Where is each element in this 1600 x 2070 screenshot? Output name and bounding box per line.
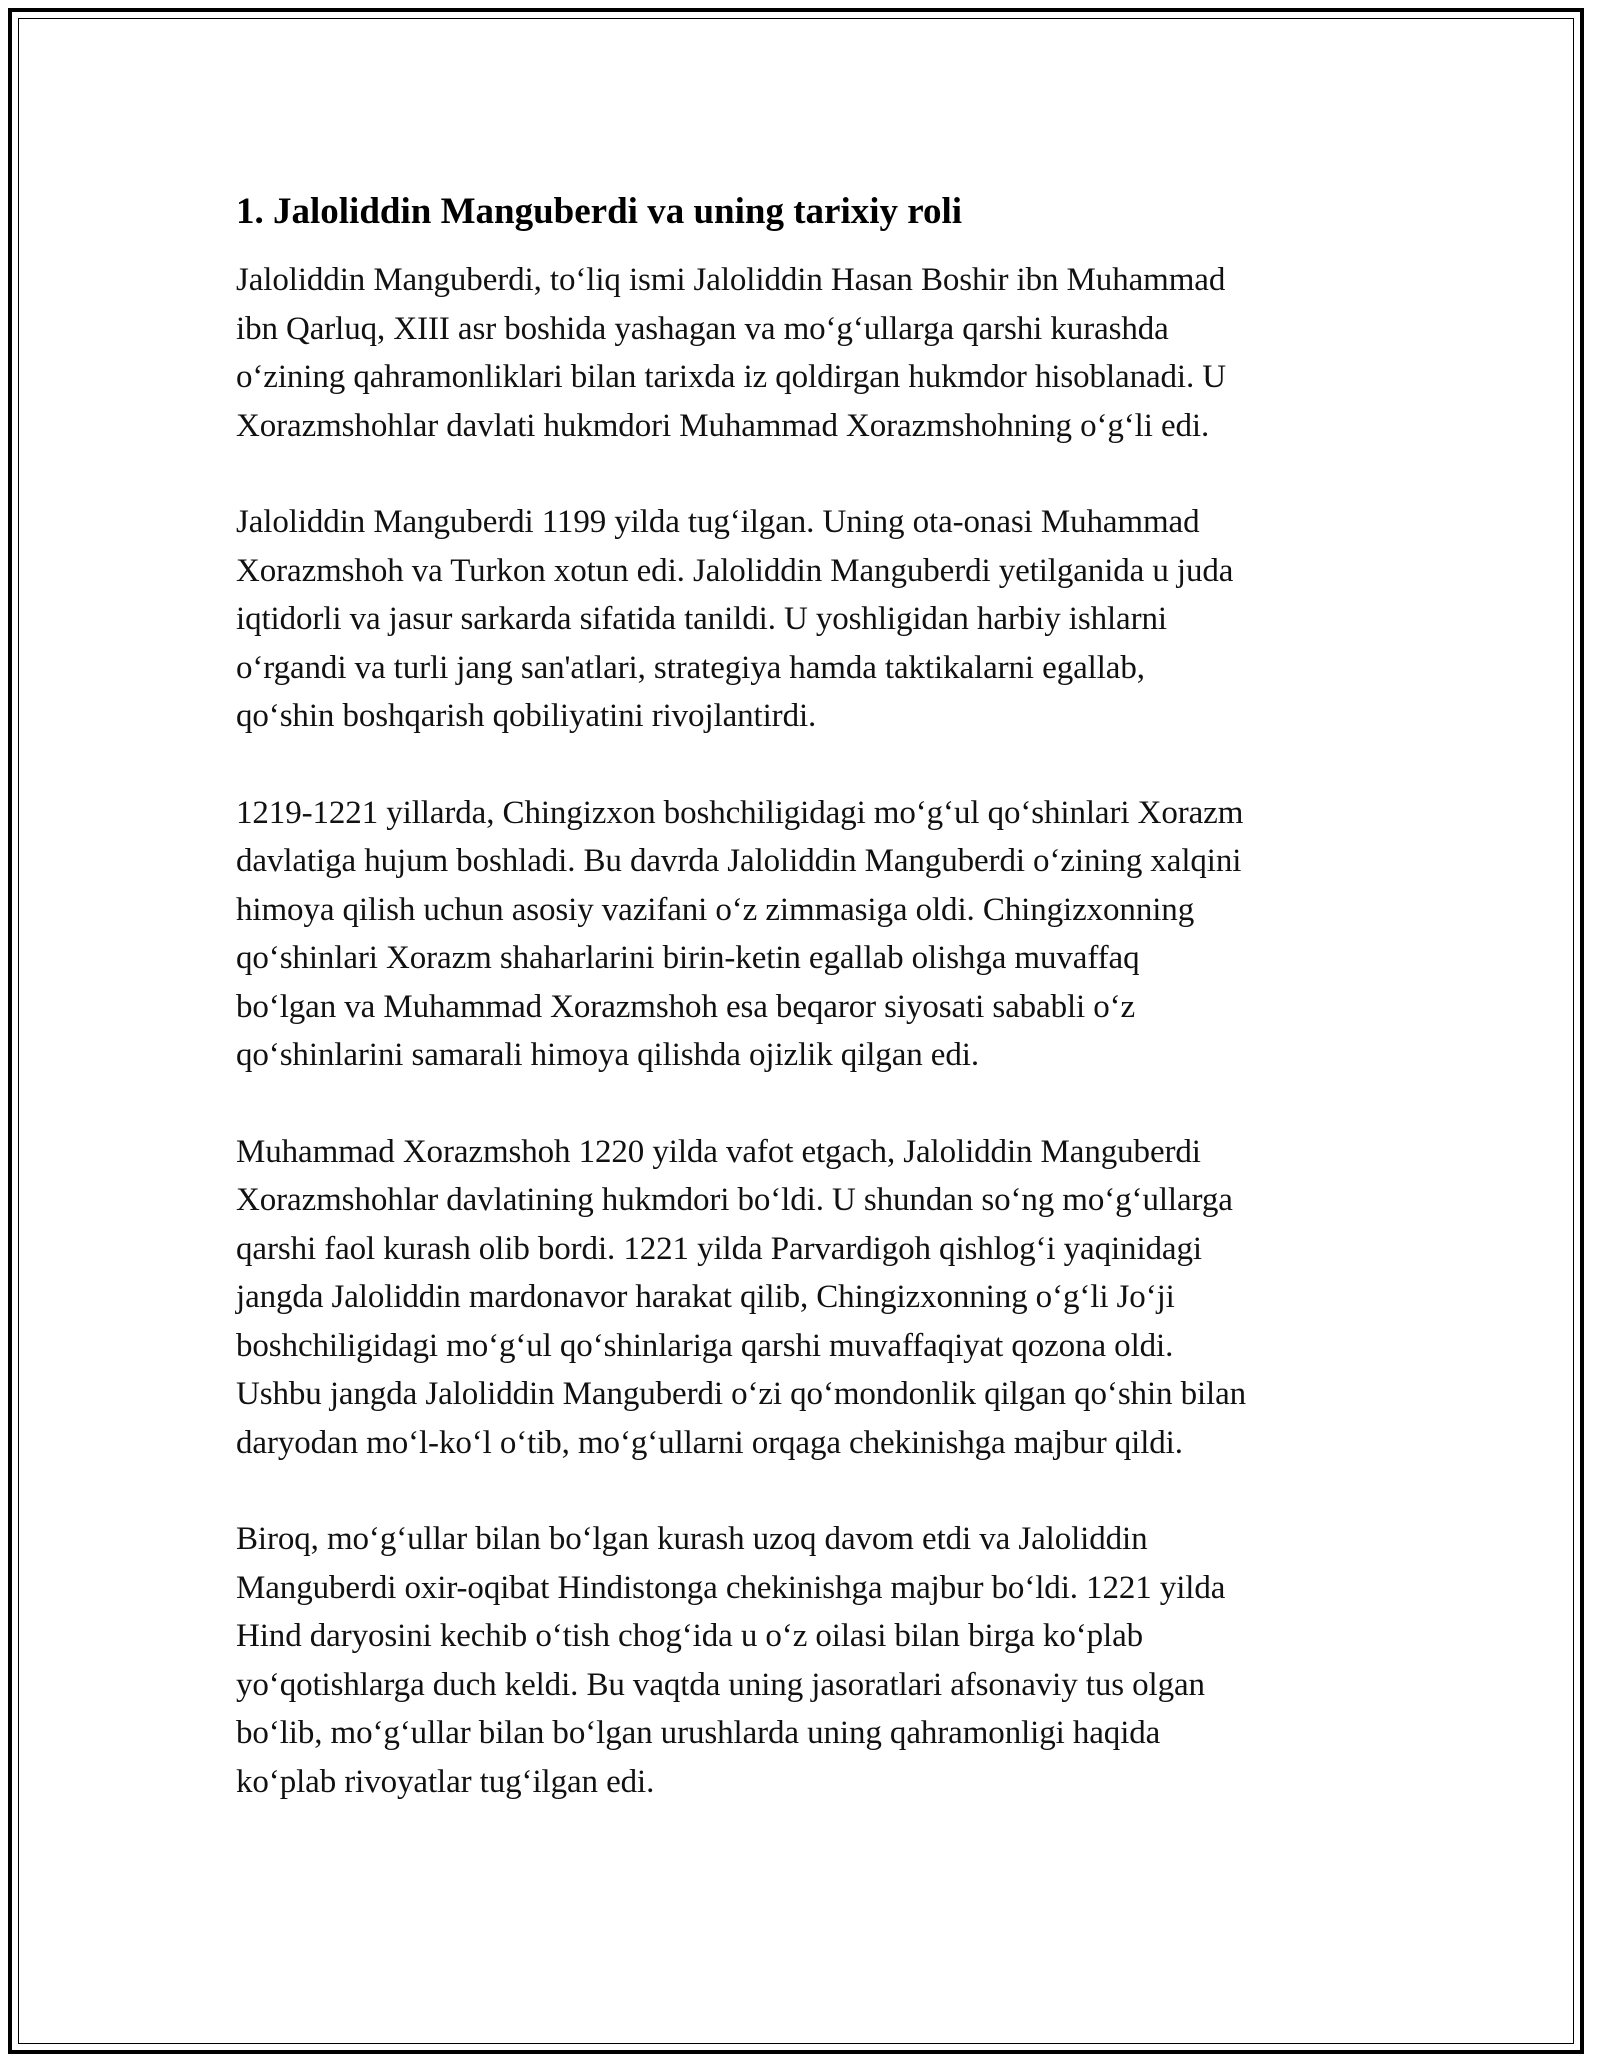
paragraph-line: Hind daryosini kechib o‘tish chog‘ida u o‘z oilasi bilan birga ko‘plab — [236, 1618, 1144, 1654]
paragraph-line: o‘zining qahramonliklari bilan tarixda iz qoldirgan hukmdor hisoblanadi. U — [236, 359, 1227, 395]
paragraph-line: qo‘shin boshqarish qobiliyatini rivojlantirdi. — [236, 698, 817, 734]
paragraph-line: Xorazmshohlar davlati hukmdori Muhammad Xorazmshohning o‘g‘li edi. — [236, 407, 1210, 444]
paragraph-2 — [236, 498, 1376, 741]
paragraph-line: Manguberdi oxir-oqibat Hindistonga chekinishga majbur bo‘ldi. 1221 yilda — [236, 1569, 1226, 1606]
paragraph-line: Jaloliddin Manguberdi, to‘liq ismi Jaloliddin Hasan Boshir ibn Muhammad — [236, 262, 1226, 298]
paragraph-line: jangda Jaloliddin mardonavor harakat qilib, Chingizxonning o‘g‘li Jo‘ji — [236, 1279, 1175, 1315]
paragraph-line: boshchiligidagi mo‘g‘ul qo‘shinlariga qarshi muvaffaqiyat qozona oldi. — [236, 1327, 1174, 1364]
paragraph-line: Xorazmshohlar davlatining hukmdori bo‘ldi. U shundan so‘ng mo‘g‘ullarga — [236, 1182, 1233, 1218]
paragraph-line: qarshi faol kurash olib bordi. 1221 yilda Parvardigoh qishlog‘i yaqinidagi — [236, 1230, 1202, 1267]
paragraph-line: ibn Qarluq, XIII asr boshida yashagan va mo‘g‘ullarga qarshi kurashda — [236, 310, 1169, 347]
paragraph-line: daryodan mo‘l-ko‘l o‘tib, mo‘g‘ullarni orqaga chekinishga majbur qildi. — [236, 1424, 1183, 1461]
paragraph-line: himoya qilish uchun asosiy vazifani o‘z zimmasiga oldi. Chingizxonning — [236, 891, 1195, 928]
paragraph-line: iqtidorli va jasur sarkarda sifatida tanildi. U yoshligidan harbiy ishlarni — [236, 601, 1167, 637]
paragraph-line: yo‘qotishlarga duch keldi. Bu vaqtda uning jasoratlari afsonaviy tus olgan — [236, 1666, 1205, 1703]
paragraph-line: qo‘shinlari Xorazm shaharlarini birin-ketin egallab olishga muvaffaq — [236, 940, 1140, 976]
paragraph-1 — [236, 256, 1376, 450]
paragraph-5 — [236, 1515, 1376, 1806]
paragraph-3 — [236, 789, 1376, 1080]
paragraph-line: Ushbu jangda Jaloliddin Manguberdi o‘zi qo‘mondonlik qilgan qo‘shin bilan — [236, 1376, 1247, 1412]
paragraph-line: qo‘shinlarini samarali himoya qilishda ojizlik qilgan edi. — [236, 1037, 979, 1073]
paragraph-4 — [236, 1128, 1376, 1468]
document-content — [236, 188, 1376, 1854]
paragraph-line: o‘rgandi va turli jang san'atlari, strategiya hamda taktikalarni egallab, — [236, 649, 1145, 686]
paragraph-line: ko‘plab rivoyatlar tug‘ilgan edi. — [236, 1763, 655, 1800]
paragraph-line: Muhammad Xorazmshoh 1220 yilda vafot etgach, Jaloliddin Manguberdi — [236, 1133, 1201, 1170]
paragraph-line: davlatiga hujum boshladi. Bu davrda Jaloliddin Manguberdi o‘zining xalqini — [236, 843, 1242, 879]
paragraph-line: Biroq, mo‘g‘ullar bilan bo‘lgan kurash uzoq davom etdi va Jaloliddin — [236, 1521, 1148, 1557]
section-heading: 1. Jaloliddin Manguberdi va uning tarixiy roli — [236, 191, 963, 232]
paragraph-line: bo‘lib, mo‘g‘ullar bilan bo‘lgan urushlarda uning qahramonligi haqida — [236, 1715, 1161, 1751]
paragraph-line: Jaloliddin Manguberdi 1199 yilda tug‘ilgan. Uning ota-onasi Muhammad — [236, 504, 1200, 540]
paragraph-line: Xorazmshoh va Turkon xotun edi. Jaloliddin Manguberdi yetilganida u juda — [236, 552, 1234, 589]
paragraph-line: bo‘lgan va Muhammad Xorazmshoh esa beqaror siyosati sababli o‘z — [236, 988, 1136, 1025]
paragraph-line: 1219-1221 yillarda, Chingizxon boshchiligidagi mo‘g‘ul qo‘shinlari Xorazm — [236, 794, 1244, 831]
